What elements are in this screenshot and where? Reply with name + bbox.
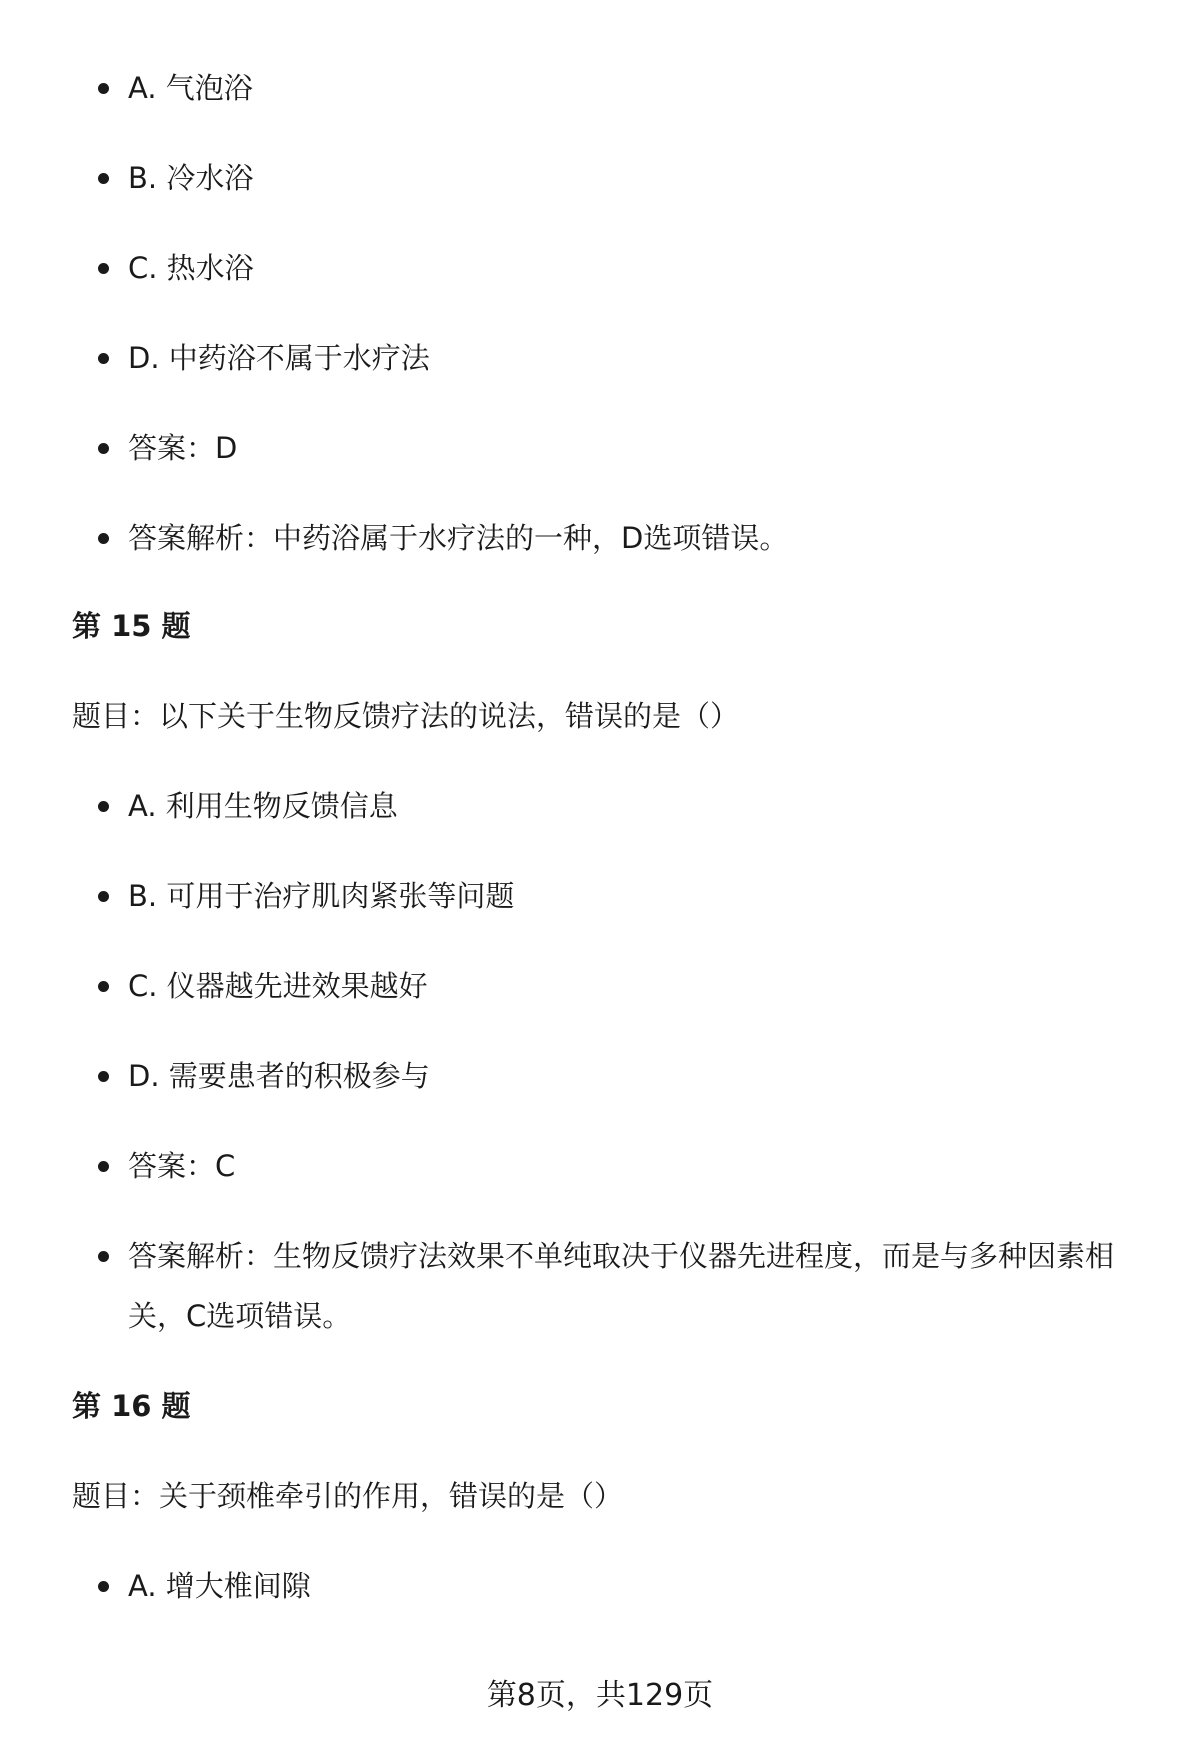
q14-option-d: D. 中药浴不属于水疗法 — [128, 328, 1148, 388]
q15-option-c: C. 仪器越先进效果越好 — [128, 956, 1148, 1016]
q15-option-a: A. 利用生物反馈信息 — [128, 776, 1148, 836]
page-number-footer: 第8页，共129页 — [486, 1678, 714, 1713]
q16-question: 题目：关于颈椎牵引的作用，错误的是（） — [72, 1479, 624, 1513]
q15-option-b: B. 可用于治疗肌肉紧张等问题 — [128, 866, 1148, 926]
q15-explanation: 答案解析：生物反馈疗法效果不单纯取决于仪器先进程度，而是与多种因素相关，C选项错误。 — [128, 1226, 1148, 1346]
q16-option-a: A. 增大椎间隙 — [128, 1556, 1148, 1616]
q15-option-d: D. 需要患者的积极参与 — [128, 1046, 1148, 1106]
q14-option-c: C. 热水浴 — [128, 238, 1148, 298]
q14-answer: 答案：D — [128, 418, 1148, 478]
q16-heading: 第 16 题 — [72, 1389, 191, 1423]
q14-option-b: B. 冷水浴 — [128, 148, 1148, 208]
q15-heading: 第 15 题 — [72, 609, 191, 643]
q15-question: 题目：以下关于生物反馈疗法的说法，错误的是（） — [72, 699, 740, 733]
q15-answer: 答案：C — [128, 1136, 1148, 1196]
q14-explanation: 答案解析：中药浴属于水疗法的一种，D选项错误。 — [128, 508, 1148, 568]
q14-option-a: A. 气泡浴 — [128, 58, 1148, 118]
